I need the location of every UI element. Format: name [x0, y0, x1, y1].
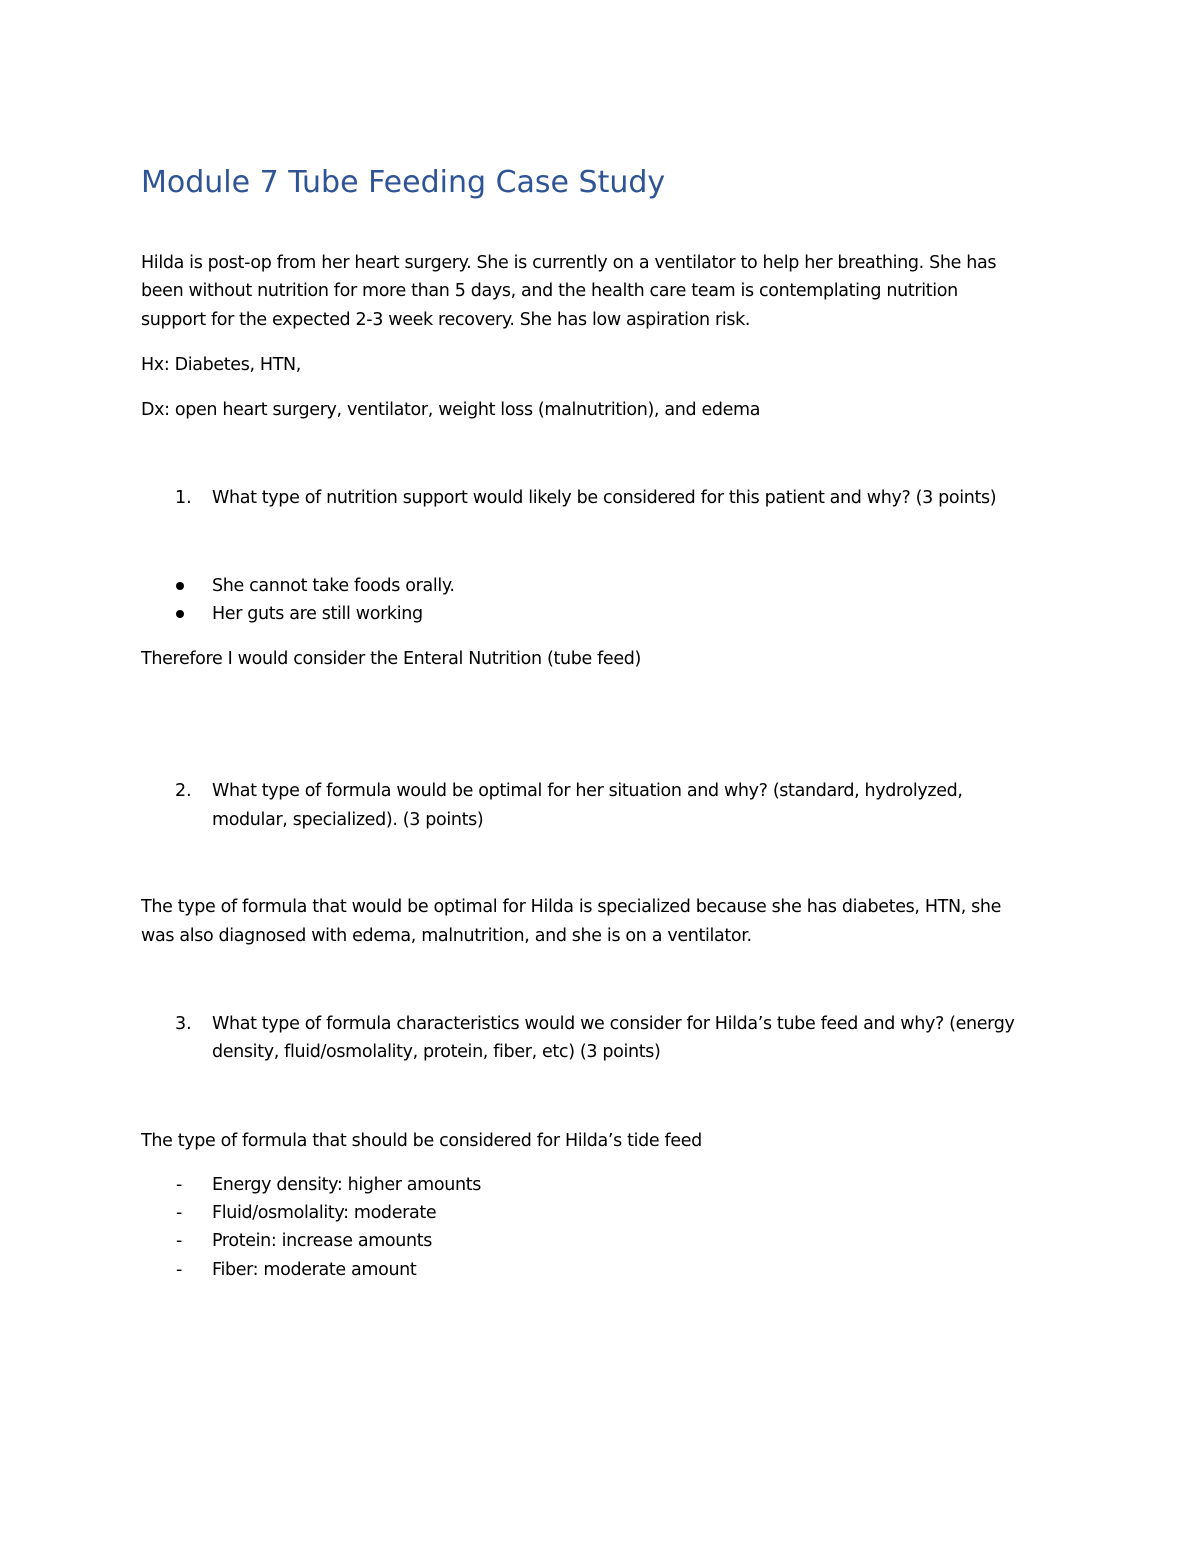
q3-item-fiber: Fiber: moderate amount [212, 1260, 417, 1280]
intro-line-1: Hilda is post-op from her heart surgery. She is currently on a ventilator to help her breathing. She has [141, 253, 997, 273]
q3-item-fluid: Fluid/osmolality: moderate [212, 1203, 437, 1223]
q3-answer-intro: The type of formula that should be considered for Hilda’s tide feed [141, 1131, 702, 1151]
bullet-icon [176, 610, 186, 620]
intro-line-3: support for the expected 2-3 week recovery. She has low aspiration risk. [141, 310, 751, 330]
dash-marker: - [176, 1231, 183, 1251]
question-2-line-2: modular, specialized). (3 points) [212, 810, 484, 830]
question-2-number: 2. [175, 781, 192, 801]
question-3-number: 3. [175, 1014, 192, 1034]
dash-marker: - [176, 1175, 183, 1195]
q3-item-protein: Protein: increase amounts [212, 1231, 433, 1251]
question-3-line-1: What type of formula characteristics would we consider for Hilda’s tube feed and why? (energy [212, 1014, 1015, 1034]
dash-marker: - [176, 1203, 183, 1223]
q3-item-energy: Energy density: higher amounts [212, 1175, 481, 1195]
q1-answer: Therefore I would consider the Enteral Nutrition (tube feed) [141, 649, 641, 669]
intro-line-2: been without nutrition for more than 5 days, and the health care team is contemplating nutrition [141, 281, 958, 301]
bullet-icon [176, 582, 186, 592]
diagnosis-line: Dx: open heart surgery, ventilator, weight loss (malnutrition), and edema [141, 400, 761, 420]
q1-bullet-2: Her guts are still working [212, 604, 423, 624]
q2-answer-line-1: The type of formula that would be optimal for Hilda is specialized because she has diabetes, HTN, she [141, 897, 1002, 917]
history-line: Hx: Diabetes, HTN, [141, 355, 301, 375]
question-2-line-1: What type of formula would be optimal for her situation and why? (standard, hydrolyzed, [212, 781, 963, 801]
q1-bullet-1: She cannot take foods orally. [212, 576, 455, 596]
dash-marker: - [176, 1260, 183, 1280]
q2-answer-line-2: was also diagnosed with edema, malnutrition, and she is on a ventilator. [141, 926, 752, 946]
question-1-text: What type of nutrition support would likely be considered for this patient and why? (3 points) [212, 488, 997, 508]
question-3-line-2: density, fluid/osmolality, protein, fiber, etc) (3 points) [212, 1042, 661, 1062]
document-title: Module 7 Tube Feeding Case Study [141, 165, 666, 200]
question-1-number: 1. [175, 488, 192, 508]
